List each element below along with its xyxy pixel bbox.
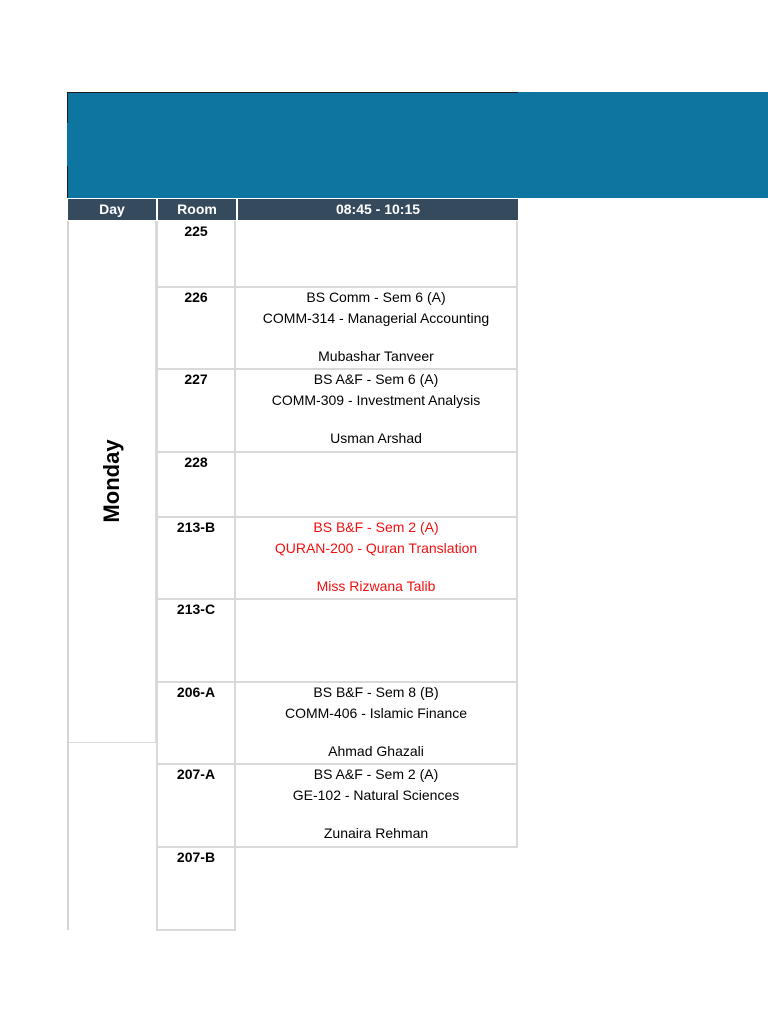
table-row (156, 847, 518, 930)
header-room: Room (158, 199, 236, 220)
banner-top-edge (67, 92, 518, 93)
room-cell: 207-B (156, 847, 236, 930)
course-text: COMM-314 - Managerial Accounting (262, 310, 490, 326)
room-cell: 225 (156, 221, 236, 287)
teacher-text: Zunaira Rehman (323, 825, 429, 841)
header-time-slot: 08:45 - 10:15 (238, 199, 518, 220)
course-text: COMM-309 - Investment Analysis (271, 392, 481, 408)
room-cell: 206-A (156, 682, 236, 764)
title-banner (67, 92, 768, 198)
table-row (156, 287, 518, 369)
day-column (68, 221, 156, 930)
program-text: BS A&F - Sem 6 (A) (313, 371, 439, 387)
course-text: COMM-406 - Islamic Finance (284, 705, 468, 721)
table-row (156, 517, 518, 599)
header-day: Day (68, 199, 156, 220)
class-cell-highlighted (236, 517, 518, 599)
teacher-text: Mubashar Tanveer (318, 348, 434, 364)
day-label: Monday (99, 439, 124, 523)
teacher-text: Ahmad Ghazali (328, 743, 424, 759)
table-row (156, 682, 518, 764)
table-row (156, 452, 518, 517)
table-row (156, 221, 518, 287)
room-cell: 207-A (156, 764, 236, 847)
class-cell (236, 221, 518, 287)
teacher-text: Miss Rizwana Talib (316, 578, 436, 594)
program-text: BS B&F - Sem 2 (A) (313, 519, 439, 535)
teacher-text: Usman Arshad (330, 430, 422, 446)
course-text: GE-102 - Natural Sciences (292, 787, 460, 803)
class-cell (236, 599, 518, 682)
room-cell: 227 (156, 369, 236, 452)
class-cell (236, 452, 518, 517)
course-text: QURAN-200 - Quran Translation (274, 540, 478, 556)
program-text: BS B&F - Sem 8 (B) (313, 684, 439, 700)
table-row (156, 369, 518, 452)
class-cell (236, 287, 518, 369)
class-cell (236, 847, 518, 930)
class-cell (236, 764, 518, 847)
program-text: BS Comm - Sem 6 (A) (306, 289, 446, 305)
class-cell (236, 682, 518, 764)
room-cell: 228 (156, 452, 236, 517)
room-cell: 226 (156, 287, 236, 369)
room-cell: 213-B (156, 517, 236, 599)
banner-left-edge (67, 92, 68, 198)
day-column-left-border (67, 221, 69, 930)
room-cell: 213-C (156, 599, 236, 682)
table-row (156, 764, 518, 847)
row-divider (156, 929, 236, 931)
class-cell (236, 369, 518, 452)
day-column-divider (68, 742, 156, 743)
table-row (156, 599, 518, 682)
program-text: BS A&F - Sem 2 (A) (313, 766, 439, 782)
